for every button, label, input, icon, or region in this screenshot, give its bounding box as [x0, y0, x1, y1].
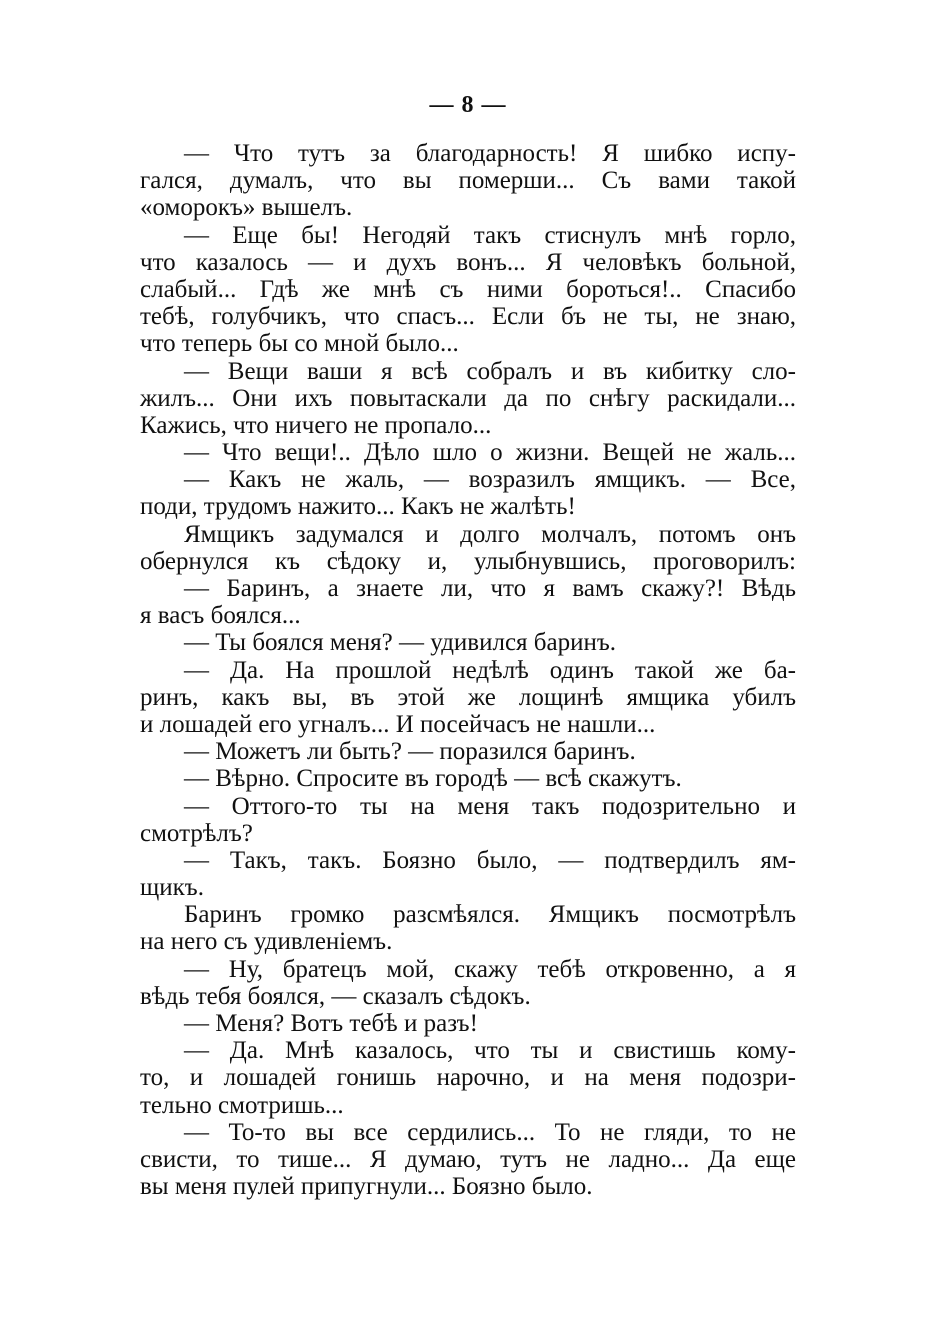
text-line: — Меня? Вотъ тебѣ и разъ! — [184, 1010, 478, 1037]
text-line: — Такъ, такъ. Боязно было, — подтвердилъ ям- — [184, 846, 796, 874]
text-line: — Да. Мнѣ казалось, что ты и свистишь кому- — [184, 1037, 796, 1065]
text-line: — Ты боялся меня? — удивился баринъ. — [184, 629, 617, 657]
text-line: что теперь бы со мной было... — [140, 330, 459, 358]
text-line: — Ну, братецъ мой, скажу тебѣ откровенно, а я — [184, 955, 796, 983]
body-text — [140, 140, 796, 1200]
text-line: — Вѣрно. Спросите въ городѣ — всѣ скажутъ. — [184, 765, 682, 793]
text-line: — Вещи ваши я всѣ собралъ и въ кибитку сло- — [184, 357, 796, 385]
text-line: гался, думалъ, что вы померши... Съ вами такой — [140, 167, 796, 195]
text-line: свисти, то тише... Я думаю, тутъ не ладно... Да еще — [140, 1145, 796, 1173]
text-line: обернулся къ сѣдоку и, улыбнувшись, проговорилъ: — [140, 547, 796, 575]
text-line: вы меня пулей припугнули... Боязно было. — [140, 1173, 593, 1201]
text-line: что казалось — и духъ вонъ... Я человѣкъ больной, — [140, 248, 796, 276]
page-number: — 8 — — [429, 92, 507, 118]
text-line: вѣдь тебя боялся, — сказалъ сѣдокъ. — [140, 982, 531, 1010]
text-line: я васъ боялся... — [140, 602, 301, 630]
text-line: — Да. На прошлой недѣлѣ одинъ такой же ба- — [184, 656, 796, 684]
text-line: — Что тутъ за благодарность! Я шибко испу- — [184, 140, 796, 167]
text-line: — Какъ не жаль, — возразилъ ямщикъ. — Все, — [184, 466, 796, 494]
text-line: Ямщикъ задумался и долго молчалъ, потомъ онъ — [184, 520, 796, 548]
text-line: — Еще бы! Негодяй такъ стиснулъ мнѣ горло, — [184, 221, 796, 249]
text-line: на него съ удивленіемъ. — [140, 928, 393, 956]
text-line: «оморокъ» вышелъ. — [140, 194, 353, 222]
text-line: ринъ, какъ вы, въ этой же лощинѣ ямщика убилъ — [140, 683, 796, 711]
text-line: жилъ... Они ихъ повытаскали да по снѣгу раскидали... — [140, 384, 796, 412]
text-line: — То-то вы все сердились... То не гляди, то не — [184, 1118, 796, 1146]
text-line: поди, трудомъ нажито... Какъ не жалѣть! — [140, 493, 576, 521]
text-line: то, и лошадей гонишь нарочно, и на меня подозри- — [140, 1064, 796, 1092]
text-line: слабый... Гдѣ же мнѣ съ ними бороться!.. Спасибо — [140, 275, 796, 303]
text-line: тебѣ, голубчикъ, что спасъ... Если бъ не ты, не знаю, — [140, 303, 796, 331]
text-line: — Оттого-то ты на меня такъ подозрительно и — [184, 792, 796, 820]
text-line: смотрѣлъ? — [140, 819, 253, 847]
text-line: — Баринъ, а знаете ли, что я вамъ скажу?! Вѣдь — [184, 575, 796, 602]
text-line: — Что вещи!.. Дѣло шло о жизни. Вещей не жаль... — [184, 439, 796, 467]
text-line: — Можетъ ли быть? — поразился баринъ. — [184, 738, 636, 766]
text-line: и лошадей его угналъ... И посейчасъ не нашли... — [140, 710, 656, 738]
text-line: Кажись, что ничего не пропало... — [140, 411, 492, 439]
text-line: тельно смотришь... — [140, 1091, 344, 1119]
text-line: щикъ. — [140, 874, 204, 902]
text-line: Баринъ громко разсмѣялся. Ямщикъ посмотрѣлъ — [184, 901, 796, 929]
